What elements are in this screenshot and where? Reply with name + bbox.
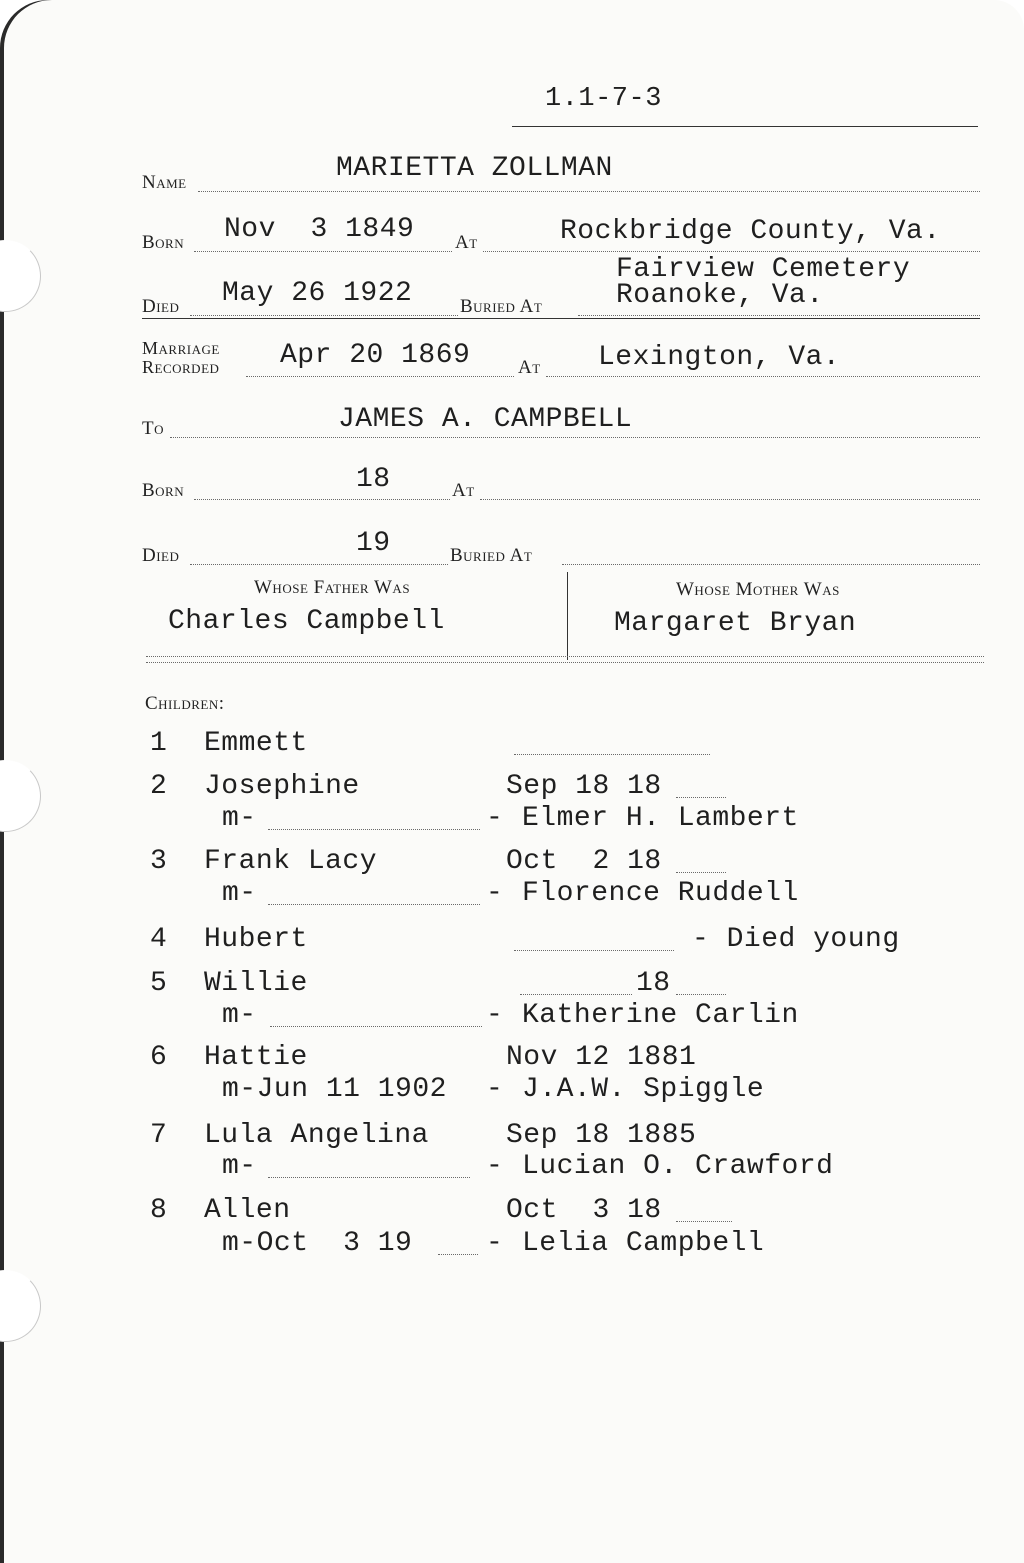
to-line bbox=[170, 437, 980, 438]
born-date-line bbox=[194, 251, 452, 252]
marriage-at-label: At bbox=[518, 357, 541, 378]
punch-hole bbox=[0, 1270, 41, 1342]
mother-label: Whose Mother Was bbox=[676, 579, 840, 600]
parents-rule-2 bbox=[146, 662, 984, 663]
spouse-born-at-label: At bbox=[452, 480, 475, 501]
children-label: Children: bbox=[145, 693, 225, 714]
child-marriage-line bbox=[438, 1254, 478, 1255]
father-label: Whose Father Was bbox=[254, 577, 411, 598]
born-at: Rockbridge County, Va. bbox=[560, 216, 941, 247]
child-number: 6 bbox=[150, 1042, 168, 1073]
person-name: MARIETTA ZOLLMAN bbox=[336, 153, 613, 184]
child-dash: - bbox=[486, 878, 504, 909]
child-date-line bbox=[676, 797, 726, 798]
spouse-name: JAMES A. CAMPBELL bbox=[338, 404, 633, 435]
child-date-line bbox=[514, 754, 710, 755]
child-marriage: m- bbox=[222, 803, 257, 834]
child-number: 7 bbox=[150, 1120, 168, 1151]
child-spouse: J.A.W. Spiggle bbox=[522, 1074, 765, 1105]
spouse-died-line bbox=[190, 564, 448, 565]
child-dash: - bbox=[486, 803, 504, 834]
died-date-line bbox=[190, 315, 458, 316]
child-number: 3 bbox=[150, 846, 168, 877]
buried-at-line1: Fairview Cemetery bbox=[616, 254, 911, 285]
marriage-at-line bbox=[546, 376, 980, 377]
child-date-line bbox=[514, 950, 674, 951]
recorded-label: Recorded bbox=[142, 357, 220, 377]
child-marriage: m- bbox=[222, 878, 257, 909]
buried-at-label: Buried At bbox=[460, 296, 543, 317]
child-spouse: Katherine Carlin bbox=[522, 1000, 799, 1031]
marriage-label: Marriage bbox=[142, 338, 220, 358]
child-marriage: m- bbox=[222, 1151, 257, 1182]
spouse-buried-at-label: Buried At bbox=[450, 545, 533, 566]
born-at-label: At bbox=[455, 232, 478, 253]
child-dash: - bbox=[486, 1074, 504, 1105]
child-marriage: m-Oct 3 19 bbox=[222, 1228, 413, 1259]
child-number: 5 bbox=[150, 968, 168, 999]
child-name: Allen bbox=[204, 1195, 291, 1226]
child-spouse: Lelia Campbell bbox=[522, 1228, 765, 1259]
to-label: To bbox=[142, 418, 164, 439]
child-number: 2 bbox=[150, 771, 168, 802]
child-marriage-line bbox=[268, 829, 480, 830]
card-number: 1.1-7-3 bbox=[545, 84, 662, 114]
child-date-line bbox=[676, 1221, 732, 1222]
child-marriage: m- bbox=[222, 1000, 257, 1031]
died-date: May 26 1922 bbox=[222, 278, 413, 309]
child-dash: - bbox=[486, 1228, 504, 1259]
child-number: 8 bbox=[150, 1195, 168, 1226]
parents-divider bbox=[567, 572, 568, 660]
marriage-date-line bbox=[246, 376, 514, 377]
child-dash: - bbox=[486, 1000, 504, 1031]
child-spouse: Florence Ruddell bbox=[522, 878, 799, 909]
child-number: 4 bbox=[150, 924, 168, 955]
marriage-at: Lexington, Va. bbox=[598, 342, 841, 373]
child-marriage-line bbox=[270, 1026, 482, 1027]
child-date-line bbox=[676, 994, 726, 995]
child-name: Frank Lacy bbox=[204, 846, 378, 877]
child-date-line bbox=[520, 994, 632, 995]
child-number: 1 bbox=[150, 728, 168, 759]
mother-name: Margaret Bryan bbox=[614, 608, 857, 639]
child-name: Josephine bbox=[204, 771, 360, 802]
child-marriage: m-Jun 11 1902 bbox=[222, 1074, 447, 1105]
child-date-line bbox=[676, 872, 726, 873]
spouse-died-prefix: 19 bbox=[356, 528, 391, 559]
buried-at-line bbox=[578, 315, 980, 316]
child-marriage-line bbox=[268, 1177, 470, 1178]
spouse-born-at-line bbox=[480, 499, 980, 500]
born-at-line bbox=[483, 251, 980, 252]
marriage-date: Apr 20 1869 bbox=[280, 340, 471, 371]
buried-at-line2: Roanoke, Va. bbox=[616, 280, 824, 311]
child-name: Hubert bbox=[204, 924, 308, 955]
spouse-buried-at-line bbox=[562, 564, 980, 565]
child-date: Oct 2 18 bbox=[506, 846, 662, 877]
child-name: Willie bbox=[204, 968, 308, 999]
child-note: - Died young bbox=[692, 924, 900, 955]
spouse-born-line bbox=[194, 499, 450, 500]
child-spouse: Lucian O. Crawford bbox=[522, 1151, 834, 1182]
child-marriage-line bbox=[268, 904, 480, 905]
parents-rule bbox=[146, 656, 984, 657]
child-spouse: Elmer H. Lambert bbox=[522, 803, 799, 834]
child-dash: - bbox=[486, 1151, 504, 1182]
father-name: Charles Campbell bbox=[168, 606, 445, 637]
spouse-died-label: Died bbox=[142, 545, 180, 566]
punch-hole bbox=[0, 240, 41, 312]
section-rule bbox=[142, 318, 980, 319]
spouse-born-prefix: 18 bbox=[356, 464, 391, 495]
born-date: Nov 3 1849 bbox=[224, 214, 415, 245]
born-label: Born bbox=[142, 232, 185, 253]
header-rule bbox=[512, 126, 978, 127]
child-date: Sep 18 1885 bbox=[506, 1120, 697, 1151]
child-date: Sep 18 18 bbox=[506, 771, 662, 802]
name-line bbox=[198, 191, 980, 192]
child-name: Lula Angelina bbox=[204, 1120, 429, 1151]
punch-hole bbox=[0, 760, 41, 832]
child-name: Hattie bbox=[204, 1042, 308, 1073]
child-date: Nov 12 1881 bbox=[506, 1042, 697, 1073]
child-date: Oct 3 18 bbox=[506, 1195, 662, 1226]
died-label: Died bbox=[142, 296, 180, 317]
name-label: Name bbox=[142, 172, 187, 193]
child-date: 18 bbox=[636, 968, 671, 999]
spouse-born-label: Born bbox=[142, 480, 185, 501]
child-name: Emmett bbox=[204, 728, 308, 759]
